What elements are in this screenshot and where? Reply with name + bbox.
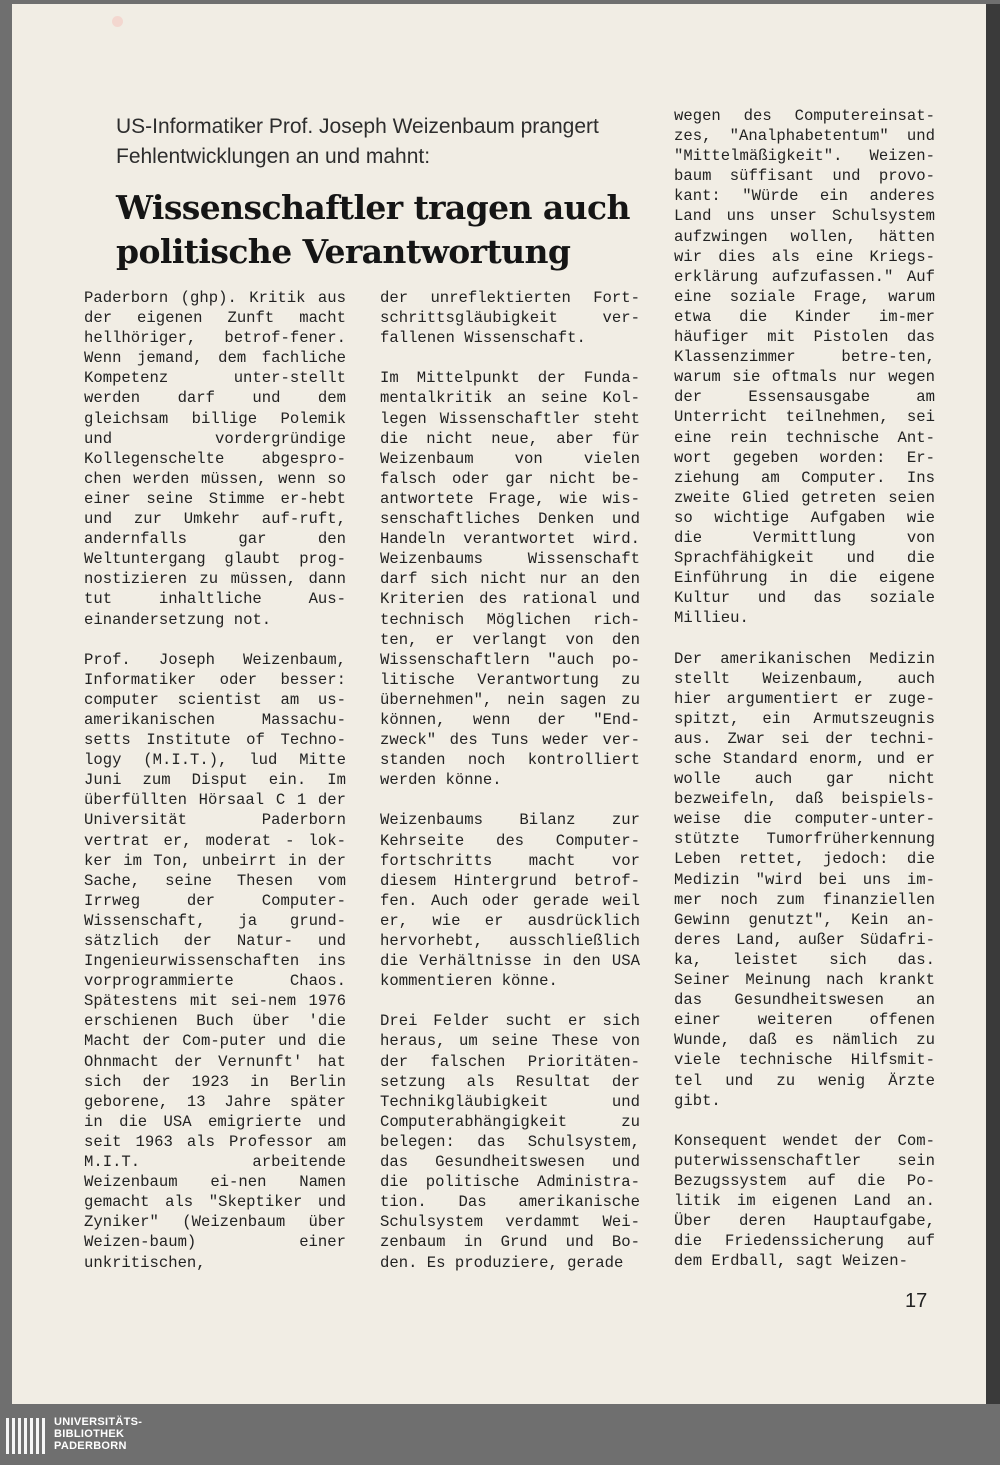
article-subtitle [116, 112, 636, 172]
paragraph: Drei Felder sucht er sich heraus, um seine These von der falschen Prioritäten-setzung als Resultat der Technikgläubigkeit und Computerabhängigkeit zu belegen: das Schulsystem, das Gesundheitswesen und die politische Administra-tion. Das amerikanische Schulsystem verdammt Wei-zenbaum in Grund und Bo-den. Es produziere, gerade [380, 1012, 640, 1272]
library-logo-icon [6, 1418, 48, 1454]
paragraph: Paderborn (ghp). Kritik aus der eigenen Zunft macht hellhöriger, betrof-fener. Wenn jemand, dem fachliche Kompetenz unter-stellt werden darf und dem gleichsam billige Polemik und vordergründige Kollegenschelte abgespro-chen werden müssen, wenn so einer seine Stimme er-hebt und zur Umkehr auf-ruft, andernfalls gar den Weltuntergang glaubt prog-nostizieren zu müssen, dann tut inhaltliche Aus-einandersetzung not. [84, 289, 346, 629]
headline-line-1: Wissenschaftler tragen auch [116, 188, 630, 227]
paragraph: Weizenbaums Bilanz zur Kehrseite des Computer-fortschritts macht vor diesem Hintergrund betrof-fen. Auch oder gerade weil er, wie er ausdrücklich hervorhebt, ausschließlich die Verhältnisse in den USA kommentieren könne. [380, 811, 640, 991]
paragraph: Konsequent wendet der Com-puterwissenschaftler sein Bezugssystem auf die Po-litik im eigenen Land an. Über deren Hauptaufgabe, die Friedenssicherung auf dem Erdball, sagt Weizen- [674, 1131, 935, 1271]
paragraph: Im Mittelpunkt der Funda-mentalkritik an seine Kol-legen Wissenschaftler steht die nicht neue, aber für Weizenbaum von vielen falsch oder gar nicht be-antwortete Frage, wie wis-senschaftliches Denken und Handeln verantwortet wird. Weizenbaums Wissenschaft darf sich nicht nur an den Kriterien des rational und technisch Möglichen rich-ten, er verlangt von den Wissenschaftlern "auch po-litische Verantwortung zu übernehmen", nein sagen zu können, wenn der "End-zweck" des Tuns weder ver-standen noch kontrolliert werden könne. [380, 369, 640, 790]
library-footer [0, 1404, 1000, 1465]
logo-line-2: BIBLIOTHEK [54, 1428, 125, 1440]
subtitle-line-1: US-Informatiker Prof. Joseph Weizenbaum prangert [116, 115, 599, 138]
paragraph: Prof. Joseph Weizenbaum, Informatiker oder besser: computer scientist am us-amerikanischen Massachu-setts Institute of Techno-logy (M.I.T.), lud Mitte Juni zum Disput ein. Im überfüllten Hörsaal C 1 der Universität Paderborn vertrat er, moderat - lok-ker im Ton, unbeirrt in der Sache, seine Thesen vom Irrweg der Computer-Wissenschaft, ja grund-sätzlich der Natur- und Ingenieurwissenschaften ins vorprogrammierte Chaos. Spätestens mit sei-nem 1976 erschienen Buch über 'die Macht der Com-puter und die Ohnmacht der Vernunft' hat sich der 1923 in Berlin geborene, 13 Jahre später in die USA emigrierte und seit 1963 als Professor am M.I.T. arbeitende Weizenbaum ei-nen Namen gemacht als "Skeptiker und Zyniker" (Weizenbaum über Weizen-baum) einer unkritischen, [84, 650, 346, 1272]
paragraph: Der amerikanischen Medizin stellt Weizenbaum, auch hier argumentiert er zuge-spitzt, ein Armutszeugnis aus. Zwar sei der techni-sche Standard enorm, und er wolle auch gar nicht bezweifeln, daß beispiels-weise die computer-unter-stützte Tumorfrüherkennung Leben rettet, jedoch: die Medizin "wird bei uns im-mer noch zum finanziellen Gewinn genutzt", Kein an-deres Land, außer Südafri-ka, leistet sich das. Seiner Meinung nach krankt das Gesundheitswesen an einer weiteren offenen Wunde, daß es nämlich zu viele technische Hilfsmit-tel und zu wenig Ärzte gibt. [674, 649, 935, 1110]
page-number: 17 [905, 1290, 928, 1312]
subtitle-line-2: Fehlentwicklungen an und mahnt: [116, 145, 431, 168]
text-column-1 [84, 288, 346, 1293]
library-logo-text [54, 1416, 142, 1452]
text-column-3 [674, 106, 935, 1292]
headline-line-2: politische Verantwortung [116, 232, 571, 271]
paragraph: wegen des Computereinsat-zes, "Analphabetentum" und "Mittelmäßigkeit". Weizen-baum süffisant und provo-kant: "Würde ein anderes Land uns unser Schulsystem aufzwingen wollen, hätten wir dies als eine Kriegs-erklärung aufzufassen." Auf eine soziale Frage, warum etwa die Kinder im-mer häufiger mit Pistolen das Klassenzimmer betre-ten, warum sie oftmals nur wegen der Essensausgabe am Unterricht teilnehmen, sei eine rein technische Ant-wort gegeben worden: Er-ziehung am Computer. Ins zweite Glied getreten seien so wichtige Aufgaben wie die Vermittlung von Sprachfähigkeit und die Einführung in die eigene Kultur und das soziale Millieu. [674, 107, 935, 628]
page-edge [986, 4, 1000, 1404]
logo-line-3: PADERBORN [54, 1440, 127, 1452]
paragraph: der unreflektierten Fort-schrittsgläubigkeit ver-fallenen Wissenschaft. [380, 289, 640, 348]
text-column-2 [380, 288, 640, 1293]
article-headline [116, 186, 656, 274]
logo-line-1: UNIVERSITÄTS- [54, 1416, 143, 1428]
punch-hole-mark [112, 16, 123, 27]
